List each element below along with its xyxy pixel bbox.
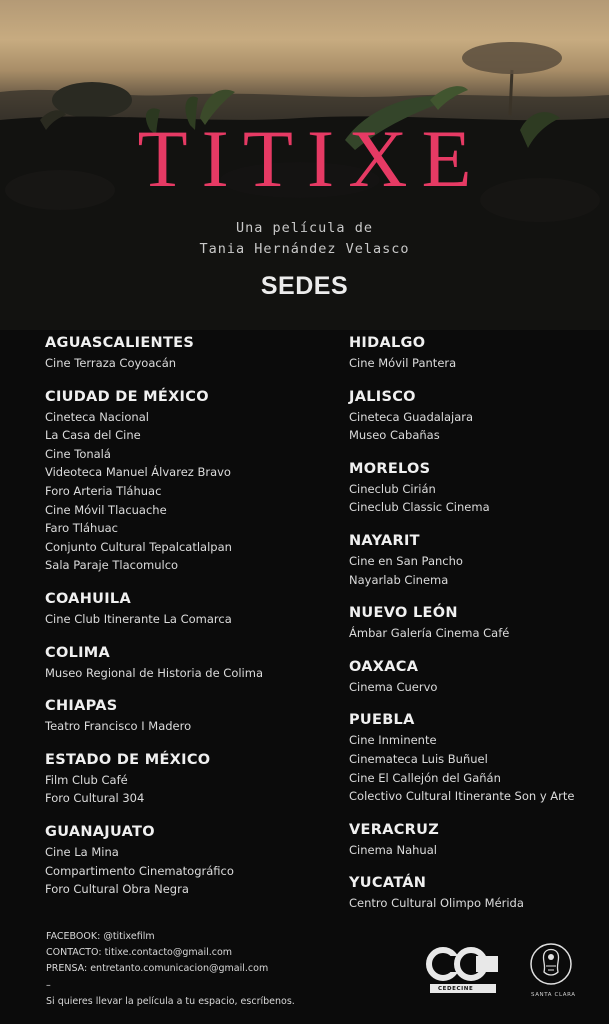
contact-block — [46, 929, 295, 1010]
state-block-morelos — [349, 459, 599, 517]
state-block-veracruz — [349, 820, 599, 860]
venue-item: Conjunto Cultural Tepalcatlalpan — [45, 539, 232, 554]
venue-item: Cine en San Pancho — [349, 553, 463, 568]
state-name: YUCATÁN — [349, 875, 427, 892]
venue-item: Faro Tláhuac — [45, 521, 118, 536]
venue-item: Cineclub Classic Cinema — [349, 500, 490, 515]
venue-item: Cine Móvil Tlacuache — [45, 502, 167, 517]
state-block-coahuila — [45, 589, 325, 629]
film-title: TITIXE — [137, 113, 486, 204]
venue-item: Cine La Mina — [45, 844, 119, 859]
press-email: PRENSA: entretanto.comunicacion@gmail.com — [46, 963, 269, 975]
venue-item: Centro Cultural Olimpo Mérida — [349, 896, 524, 911]
state-block-aguascalientes — [45, 333, 325, 373]
state-block-nuevo-leon — [349, 603, 599, 643]
state-block-chiapas — [45, 696, 325, 736]
venue-item: Foro Arteria Tláhuac — [45, 483, 162, 498]
venue-item: Cineteca Guadalajara — [349, 409, 474, 424]
venue-item: Colectivo Cultural Itinerante Son y Arte — [349, 789, 575, 804]
venue-item: Cine Tonalá — [45, 446, 111, 461]
state-block-jalisco — [349, 387, 599, 445]
state-name: CIUDAD DE MÉXICO — [45, 388, 209, 405]
state-name: AGUASCALIENTES — [45, 335, 195, 351]
state-name: COAHUILA — [45, 590, 131, 607]
state-block-nayarit — [349, 531, 599, 589]
venue-item: Compartimento Cinematográfico — [45, 863, 234, 878]
state-name: MORELOS — [349, 460, 431, 477]
venue-item: Cine Inminente — [349, 733, 437, 748]
state-block-ciudad-de-mexico — [45, 387, 325, 575]
separator-dash: – — [46, 979, 51, 991]
santa-clara-label: SANTA CLARA — [531, 992, 576, 998]
invite-text: Si quieres llevar la película a tu espacio, escríbenos. — [46, 995, 295, 1007]
venue-item: Museo Regional de Historia de Colima — [45, 665, 264, 680]
state-name: NUEVO LEÓN — [349, 605, 458, 622]
state-block-hidalgo — [349, 333, 599, 373]
santa-clara-logo — [528, 942, 574, 998]
state-block-yucatan — [349, 873, 599, 913]
venue-item: Cinemateca Luis Buñuel — [349, 751, 488, 766]
state-block-guanajuato — [45, 822, 325, 899]
venues-right-column — [349, 333, 599, 927]
venues-left-column — [45, 333, 325, 913]
venue-item: Cine El Callejón del Gañán — [349, 770, 501, 785]
facebook-handle: FACEBOOK: @titixefilm — [46, 931, 155, 942]
venue-item: Cine Terraza Coyoacán — [45, 356, 177, 370]
venue-item: Cine Club Itinerante La Comarca — [45, 611, 232, 626]
venue-item: Foro Cultural 304 — [45, 791, 145, 806]
state-block-oaxaca — [349, 657, 599, 697]
state-name: NAYARIT — [349, 532, 420, 549]
venue-item: Sala Paraje Tlacomulco — [45, 558, 179, 573]
state-name: HIDALGO — [349, 335, 426, 351]
venue-item: Cine Móvil Pantera — [349, 356, 457, 370]
venue-item: Cinema Nahual — [349, 842, 437, 857]
state-block-puebla — [349, 710, 599, 805]
venue-item: Foro Cultural Obra Negra — [45, 882, 189, 897]
venue-item: Film Club Café — [45, 772, 128, 787]
venue-item: Cineclub Cirián — [349, 481, 436, 496]
venue-item: La Casa del Cine — [45, 428, 141, 443]
venue-item: Ámbar Galería Cinema Café — [349, 626, 510, 641]
director-name: Tania Hernández Velasco — [199, 241, 410, 257]
state-name: JALISCO — [349, 388, 416, 405]
venue-item: Cineteca Nacional — [45, 409, 149, 424]
state-name: PUEBLA — [349, 712, 415, 729]
venue-item: Nayarlab Cinema — [349, 572, 449, 587]
venue-item: Videoteca Manuel Álvarez Bravo — [45, 465, 231, 480]
state-name: GUANAJUATO — [45, 823, 155, 840]
state-name: ESTADO DE MÉXICO — [45, 751, 211, 768]
state-block-colima — [45, 643, 325, 683]
venue-item: Museo Cabañas — [349, 428, 440, 443]
state-name: OAXACA — [349, 658, 419, 675]
venue-item: Cinema Cuervo — [349, 679, 438, 694]
state-block-estado-de-mexico — [45, 750, 325, 808]
sedes-heading: SEDES — [260, 272, 349, 300]
venue-item: Teatro Francisco I Madero — [45, 719, 192, 734]
state-name: COLIMA — [45, 644, 111, 661]
state-name: CHIAPAS — [45, 698, 118, 715]
state-name: VERACRUZ — [349, 821, 440, 838]
contact-email: CONTACTO: titixe.contacto@gmail.com — [46, 947, 233, 959]
cedecine-label: CEDECINE — [438, 986, 474, 992]
credit-line-1: Una película de — [236, 220, 373, 236]
